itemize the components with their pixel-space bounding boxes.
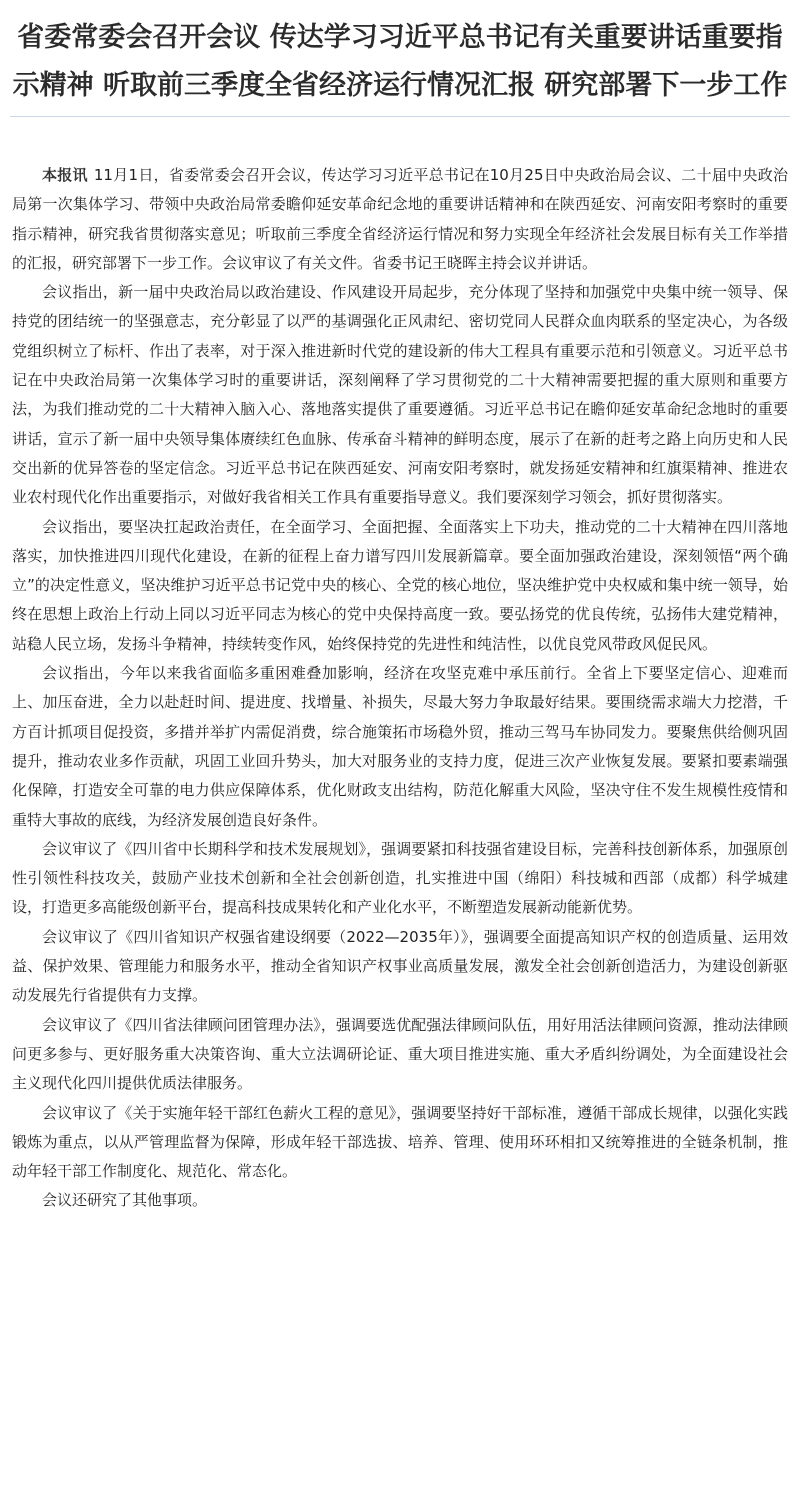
article-paragraph-5: 会议审议了《四川省中长期科学和技术发展规划》，强调要紧扣科技强省建设目标，完善科技创新体系，加强原创性引领性科技攻关，鼓励产业技术创新和全社会创新创造，扎实推进中国（绵阳）科技城和西部（成都）科学城建设，打造更多高能级创新平台，提高科技成果转化和产业化水平，不断塑造发展新动能新优势。	[12, 839, 788, 917]
article-paragraph-3: 会议指出，要坚决扛起政治责任，在全面学习、全面把握、全面落实上下功夫，推动党的二十大精神在四川落地落实，加快推进四川现代化建设，在新的征程上奋力谱写四川发展新篇章。要全面加强政治建设，深刻领悟“两个确立”的决定性意义，坚决维护习近平总书记党中央的核心、全党的核心地位，坚决维护党中央权威和集中统一领导，始终在思想上政治上行动上同以习近平同志为核心的党中央保持高度一致。要弘扬党的优良传统，弘扬伟大建党精神，站稳人民立场，发扬斗争精神，持续转变作风，始终保持党的先进性和纯洁性，以优良党风带政风促民风。	[12, 517, 788, 653]
article-paragraph-6: 会议审议了《四川省知识产权强省建设纲要（2022—2035年）》，强调要全面提高知识产权的创造质量、运用效益、保护效果、管理能力和服务水平，推动全省知识产权事业高质量发展，激发全社会创新创造活力，为建设创新驱动发展先行省提供有力支撑。	[12, 927, 788, 1005]
article-paragraph-2: 会议指出，新一届中央政治局以政治建设、作风建设开局起步，充分体现了坚持和加强党中央集中统一领导、保持党的团结统一的坚强意志，充分彰显了以严的基调强化正风肃纪、密切党同人民群众血肉联系的坚定决心，为各级党组织树立了标杆、作出了表率，对于深入推进新时代党的建设新的伟大工程具有重要示范和引领意义。习近平总书记在中央政治局第一次集体学习时的重要讲话，深刻阐释了学习贯彻党的二十大精神需要把握的重大原则和重要方法，为我们推动党的二十大精神入脑入心、落地落实提供了重要遵循。习近平总书记在瞻仰延安革命纪念地时的重要讲话，宣示了新一届中央领导集体赓续红色血脉、传承奋斗精神的鲜明态度，展示了在新的赶考之路上向历史和人民交出新的优异答卷的坚定信念。习近平总书记在陕西延安、河南安阳考察时，就发扬延安精神和红旗渠精神、推进农业农村现代化作出重要指示，对做好我省相关工作具有重要指导意义。我们要深刻学习领会，抓好贯彻落实。	[12, 283, 788, 507]
article-paragraph-7: 会议审议了《四川省法律顾问团管理办法》，强调要选优配强法律顾问队伍，用好用活法律顾问资源，推动法律顾问更多参与、更好服务重大决策咨询、重大立法调研论证、重大项目推进实施、重大矛盾纠纷调处，为全面建设社会主义现代化四川提供优质法律服务。	[12, 1015, 788, 1093]
article-body	[0, 117, 800, 1216]
source-tag: 本报讯	[42, 166, 88, 184]
article-paragraph-1	[12, 161, 788, 278]
article-headline: 省委常委会召开会议 传达学习习近平总书记有关重要讲话重要指示精神 听取前三季度全省经济运行情况汇报 研究部署下一步工作	[12, 22, 788, 101]
paragraph-text: 11月1日，省委常委会召开会议，传达学习习近平总书记在10月25日中央政治局会议、二十届中央政治局第一次集体学习、带领中央政治局常委瞻仰延安革命纪念地的重要讲话精神和在陕西延安、河南安阳考察时的重要指示精神，研究我省贯彻落实意见；听取前三季度全省经济运行情况和努力实现全年经济社会发展目标有关工作举措的汇报，研究部署下一步工作。会议审议了有关文件。省委书记王晓晖主持会议并讲话。	[12, 166, 788, 272]
article-paragraph-8: 会议审议了《关于实施年轻干部红色薪火工程的意见》，强调要坚持好干部标准，遵循干部成长规律，以强化实践锻炼为重点，以从严管理监督为保障，形成年轻干部选拔、培养、管理、使用环环相扣又统筹推进的全链条机制，推动年轻干部工作制度化、规范化、常态化。	[12, 1103, 788, 1181]
article-paragraph-4: 会议指出，今年以来我省面临多重困难叠加影响，经济在攻坚克难中承压前行。全省上下要坚定信心、迎难而上、加压奋进，全力以赴赶时间、提进度、找增量、补损失，尽最大努力争取最好结果。要围绕需求端大力挖潜，千方百计抓项目促投资，多措并举扩内需促消费，综合施策拓市场稳外贸，推动三驾马车协同发力。要聚焦供给侧巩固提升，推动农业多作贡献，巩固工业回升势头，加大对服务业的支持力度，促进三次产业恢复发展。要紧扣要素端强化保障，打造安全可靠的电力供应保障体系，优化财政支出结构，防范化解重大风险，坚决守住不发生规模性疫情和重特大事故的底线，为经济发展创造良好条件。	[12, 664, 788, 829]
article-paragraph-9: 会议还研究了其他事项。	[42, 1191, 208, 1210]
